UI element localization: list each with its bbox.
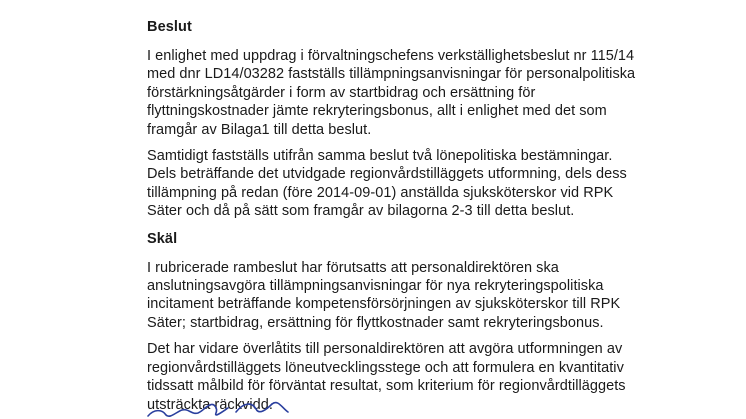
paragraph-beslut-1 <box>147 47 707 139</box>
heading-beslut: Beslut <box>147 19 192 35</box>
text-line: Samtidigt fastställs utifrån samma beslut två lönepolitiska bestämningar. <box>147 148 613 165</box>
text-line: Dels beträffande det utvidgade regionvårdstilläggets utformning, dels dess <box>147 166 627 183</box>
text-line: utsträckta räckvidd. <box>147 396 273 413</box>
text-line: Det har vidare överlåtits till personaldirektören att avgöra utformningen av <box>147 341 623 358</box>
text-line: Säter; startbidrag, ersättning för flyttkostnader samt rekryteringsbonus. <box>147 314 604 331</box>
text-line: regionvårdstilläggets löneutvecklingsstege och att formulera en kvantitativ <box>147 359 624 376</box>
text-line: förstärkningsåtgärder i form av startbidrag och ersättning för <box>147 84 536 101</box>
text-line: med dnr LD14/03282 fastställs tillämpningsanvisningar för personalpolitiska <box>147 66 636 83</box>
document-body <box>147 17 707 414</box>
text-line: tidssatt målbild för förväntat resultat, som kriterium för regionvårdtilläggets <box>147 378 626 395</box>
text-line: framgår av Bilaga1 till detta beslut. <box>147 121 372 138</box>
text-line: Säter och då på sätt som framgår av bilagorna 2-3 till detta beslut. <box>147 203 575 220</box>
paragraph-skal-1 <box>147 259 707 333</box>
heading-skal: Skäl <box>147 230 178 247</box>
paragraph-beslut-2 <box>147 147 707 221</box>
text-line: I rubricerade rambeslut har förutsatts att personaldirektören ska <box>147 259 559 276</box>
signature-image <box>140 400 380 419</box>
text-line: flyttningskostnader jämte rekryteringsbonus, allt i enlighet med det som <box>147 103 607 120</box>
text-line: anslutningsavgöra tillämpningsanvisningar för nya rekryteringspolitiska <box>147 278 604 295</box>
text-line: incitament beträffande kompetensförsörjningen av sjuksköterskor till RPK <box>147 296 621 313</box>
text-line: tillämpning på redan (före 2014-09-01) anställda sjuksköterskor vid RPK <box>147 184 614 201</box>
text-line: I enlighet med uppdrag i förvaltningschefens verkställighetsbeslut nr 115/14 <box>147 48 635 64</box>
